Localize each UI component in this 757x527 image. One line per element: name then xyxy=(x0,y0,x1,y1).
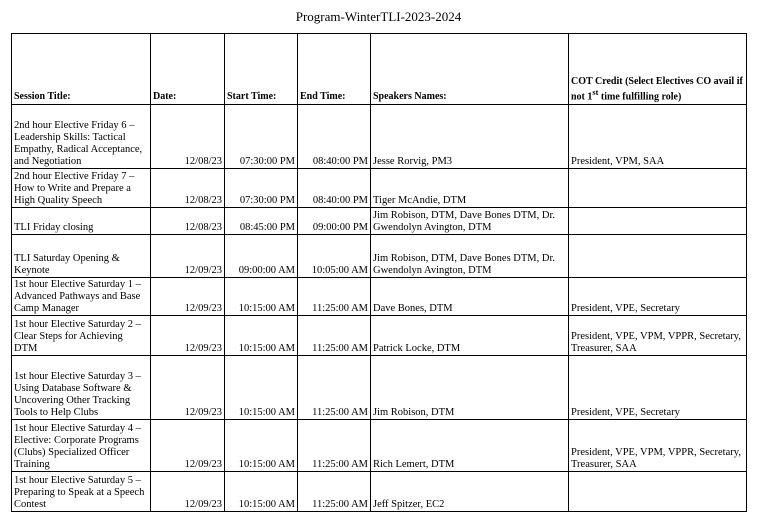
header-cot-credit xyxy=(569,34,747,105)
session-title-cell: 2nd hour Elective Friday 7 – How to Write and Prepare a High Quality Speech xyxy=(12,169,151,208)
table-row xyxy=(12,420,747,472)
speakers-cell: Patrick Locke, DTM xyxy=(371,316,569,356)
date-cell: 12/09/23 xyxy=(151,420,225,472)
header-cot-superscript: st xyxy=(592,87,599,97)
end-time-cell: 11:25:00 AM xyxy=(298,316,371,356)
end-time-cell: 09:00:00 PM xyxy=(298,208,371,235)
document-title: Program-WinterTLI-2023-2024 xyxy=(295,9,462,24)
header-end-time: End Time: xyxy=(298,34,371,105)
speakers-cell: Rich Lemert, DTM xyxy=(371,420,569,472)
session-title-cell: 1st hour Elective Saturday 1 – Advanced Pathways and Base Camp Manager xyxy=(12,278,151,316)
date-cell: 12/09/23 xyxy=(151,316,225,356)
end-time-cell: 08:40:00 PM xyxy=(298,105,371,169)
start-time-cell: 10:15:00 AM xyxy=(225,472,298,512)
table-row xyxy=(12,472,747,512)
speakers-cell: Tiger McAndie, DTM xyxy=(371,169,569,208)
speakers-cell: Jeff Spitzer, EC2 xyxy=(371,472,569,512)
header-start-time: Start Time: xyxy=(225,34,298,105)
start-time-cell: 08:45:00 PM xyxy=(225,208,298,235)
speakers-cell: Dave Bones, DTM xyxy=(371,278,569,316)
cot-credit-cell xyxy=(569,235,747,278)
date-cell: 12/08/23 xyxy=(151,169,225,208)
end-time-cell: 11:25:00 AM xyxy=(298,356,371,420)
cot-credit-cell: President, VPE, Secretary xyxy=(569,278,747,316)
start-time-cell: 07:30:00 PM xyxy=(225,105,298,169)
date-cell: 12/09/23 xyxy=(151,472,225,512)
cot-credit-cell: President, VPE, VPM, VPPR, Secretary, Treasurer, SAA xyxy=(569,420,747,472)
header-cot-text: COT Credit (Select Electives CO avail if not 1 xyxy=(571,75,743,102)
session-title-cell: 1st hour Elective Saturday 2 – Clear Steps for Achieving DTM xyxy=(12,316,151,356)
session-title-cell: 1st hour Elective Saturday 5 – Preparing to Speak at a Speech Contest xyxy=(12,472,151,512)
date-cell: 12/09/23 xyxy=(151,235,225,278)
cot-credit-cell: President, VPM, SAA xyxy=(569,105,747,169)
end-time-cell: 11:25:00 AM xyxy=(298,278,371,316)
session-title-cell: TLI Saturday Opening & Keynote xyxy=(12,235,151,278)
cot-credit-cell: President, VPE, VPM, VPPR, Secretary, Treasurer, SAA xyxy=(569,316,747,356)
table-row xyxy=(12,105,747,169)
table-row xyxy=(12,278,747,316)
session-title-cell: 2nd hour Elective Friday 6 – Leadership Skills: Tactical Empathy, Radical Acceptance, and Negotiation xyxy=(12,105,151,169)
speakers-cell: Jim Robison, DTM, Dave Bones DTM, Dr. Gwendolyn Avington, DTM xyxy=(371,235,569,278)
table-row xyxy=(12,208,747,235)
date-cell: 12/08/23 xyxy=(151,208,225,235)
table-row xyxy=(12,169,747,208)
start-time-cell: 10:15:00 AM xyxy=(225,278,298,316)
end-time-cell: 11:25:00 AM xyxy=(298,420,371,472)
session-title-cell: 1st hour Elective Saturday 3 – Using Database Software & Uncovering Other Tracking Tools to Help Clubs xyxy=(12,356,151,420)
header-session-title: Session Title: xyxy=(12,34,151,105)
speakers-cell: Jim Robison, DTM, Dave Bones DTM, Dr. Gwendolyn Avington, DTM xyxy=(371,208,569,235)
start-time-cell: 07:30:00 PM xyxy=(225,169,298,208)
cot-credit-cell xyxy=(569,169,747,208)
speakers-cell: Jesse Rorvig, PM3 xyxy=(371,105,569,169)
header-cot-tail: time fulfilling role) xyxy=(598,91,682,102)
end-time-cell: 11:25:00 AM xyxy=(298,472,371,512)
cot-credit-cell xyxy=(569,472,747,512)
start-time-cell: 10:15:00 AM xyxy=(225,316,298,356)
date-cell: 12/08/23 xyxy=(151,105,225,169)
start-time-cell: 09:00:00 AM xyxy=(225,235,298,278)
header-row xyxy=(12,34,747,105)
session-title-cell: 1st hour Elective Saturday 4 – Elective: Corporate Programs (Clubs) Specialized Officer Training xyxy=(12,420,151,472)
cot-credit-cell: President, VPE, Secretary xyxy=(569,356,747,420)
date-cell: 12/09/23 xyxy=(151,278,225,316)
header-date: Date: xyxy=(151,34,225,105)
table-row xyxy=(12,316,747,356)
cot-credit-cell xyxy=(569,208,747,235)
session-title-cell: TLI Friday closing xyxy=(12,208,151,235)
start-time-cell: 10:15:00 AM xyxy=(225,356,298,420)
start-time-cell: 10:15:00 AM xyxy=(225,420,298,472)
date-cell: 12/09/23 xyxy=(151,356,225,420)
end-time-cell: 08:40:00 PM xyxy=(298,169,371,208)
header-speakers-names: Speakers Names: xyxy=(371,34,569,105)
table-row xyxy=(12,356,747,420)
speakers-cell: Jim Robison, DTM xyxy=(371,356,569,420)
table-row xyxy=(12,235,747,278)
program-table xyxy=(11,33,747,512)
end-time-cell: 10:05:00 AM xyxy=(298,235,371,278)
